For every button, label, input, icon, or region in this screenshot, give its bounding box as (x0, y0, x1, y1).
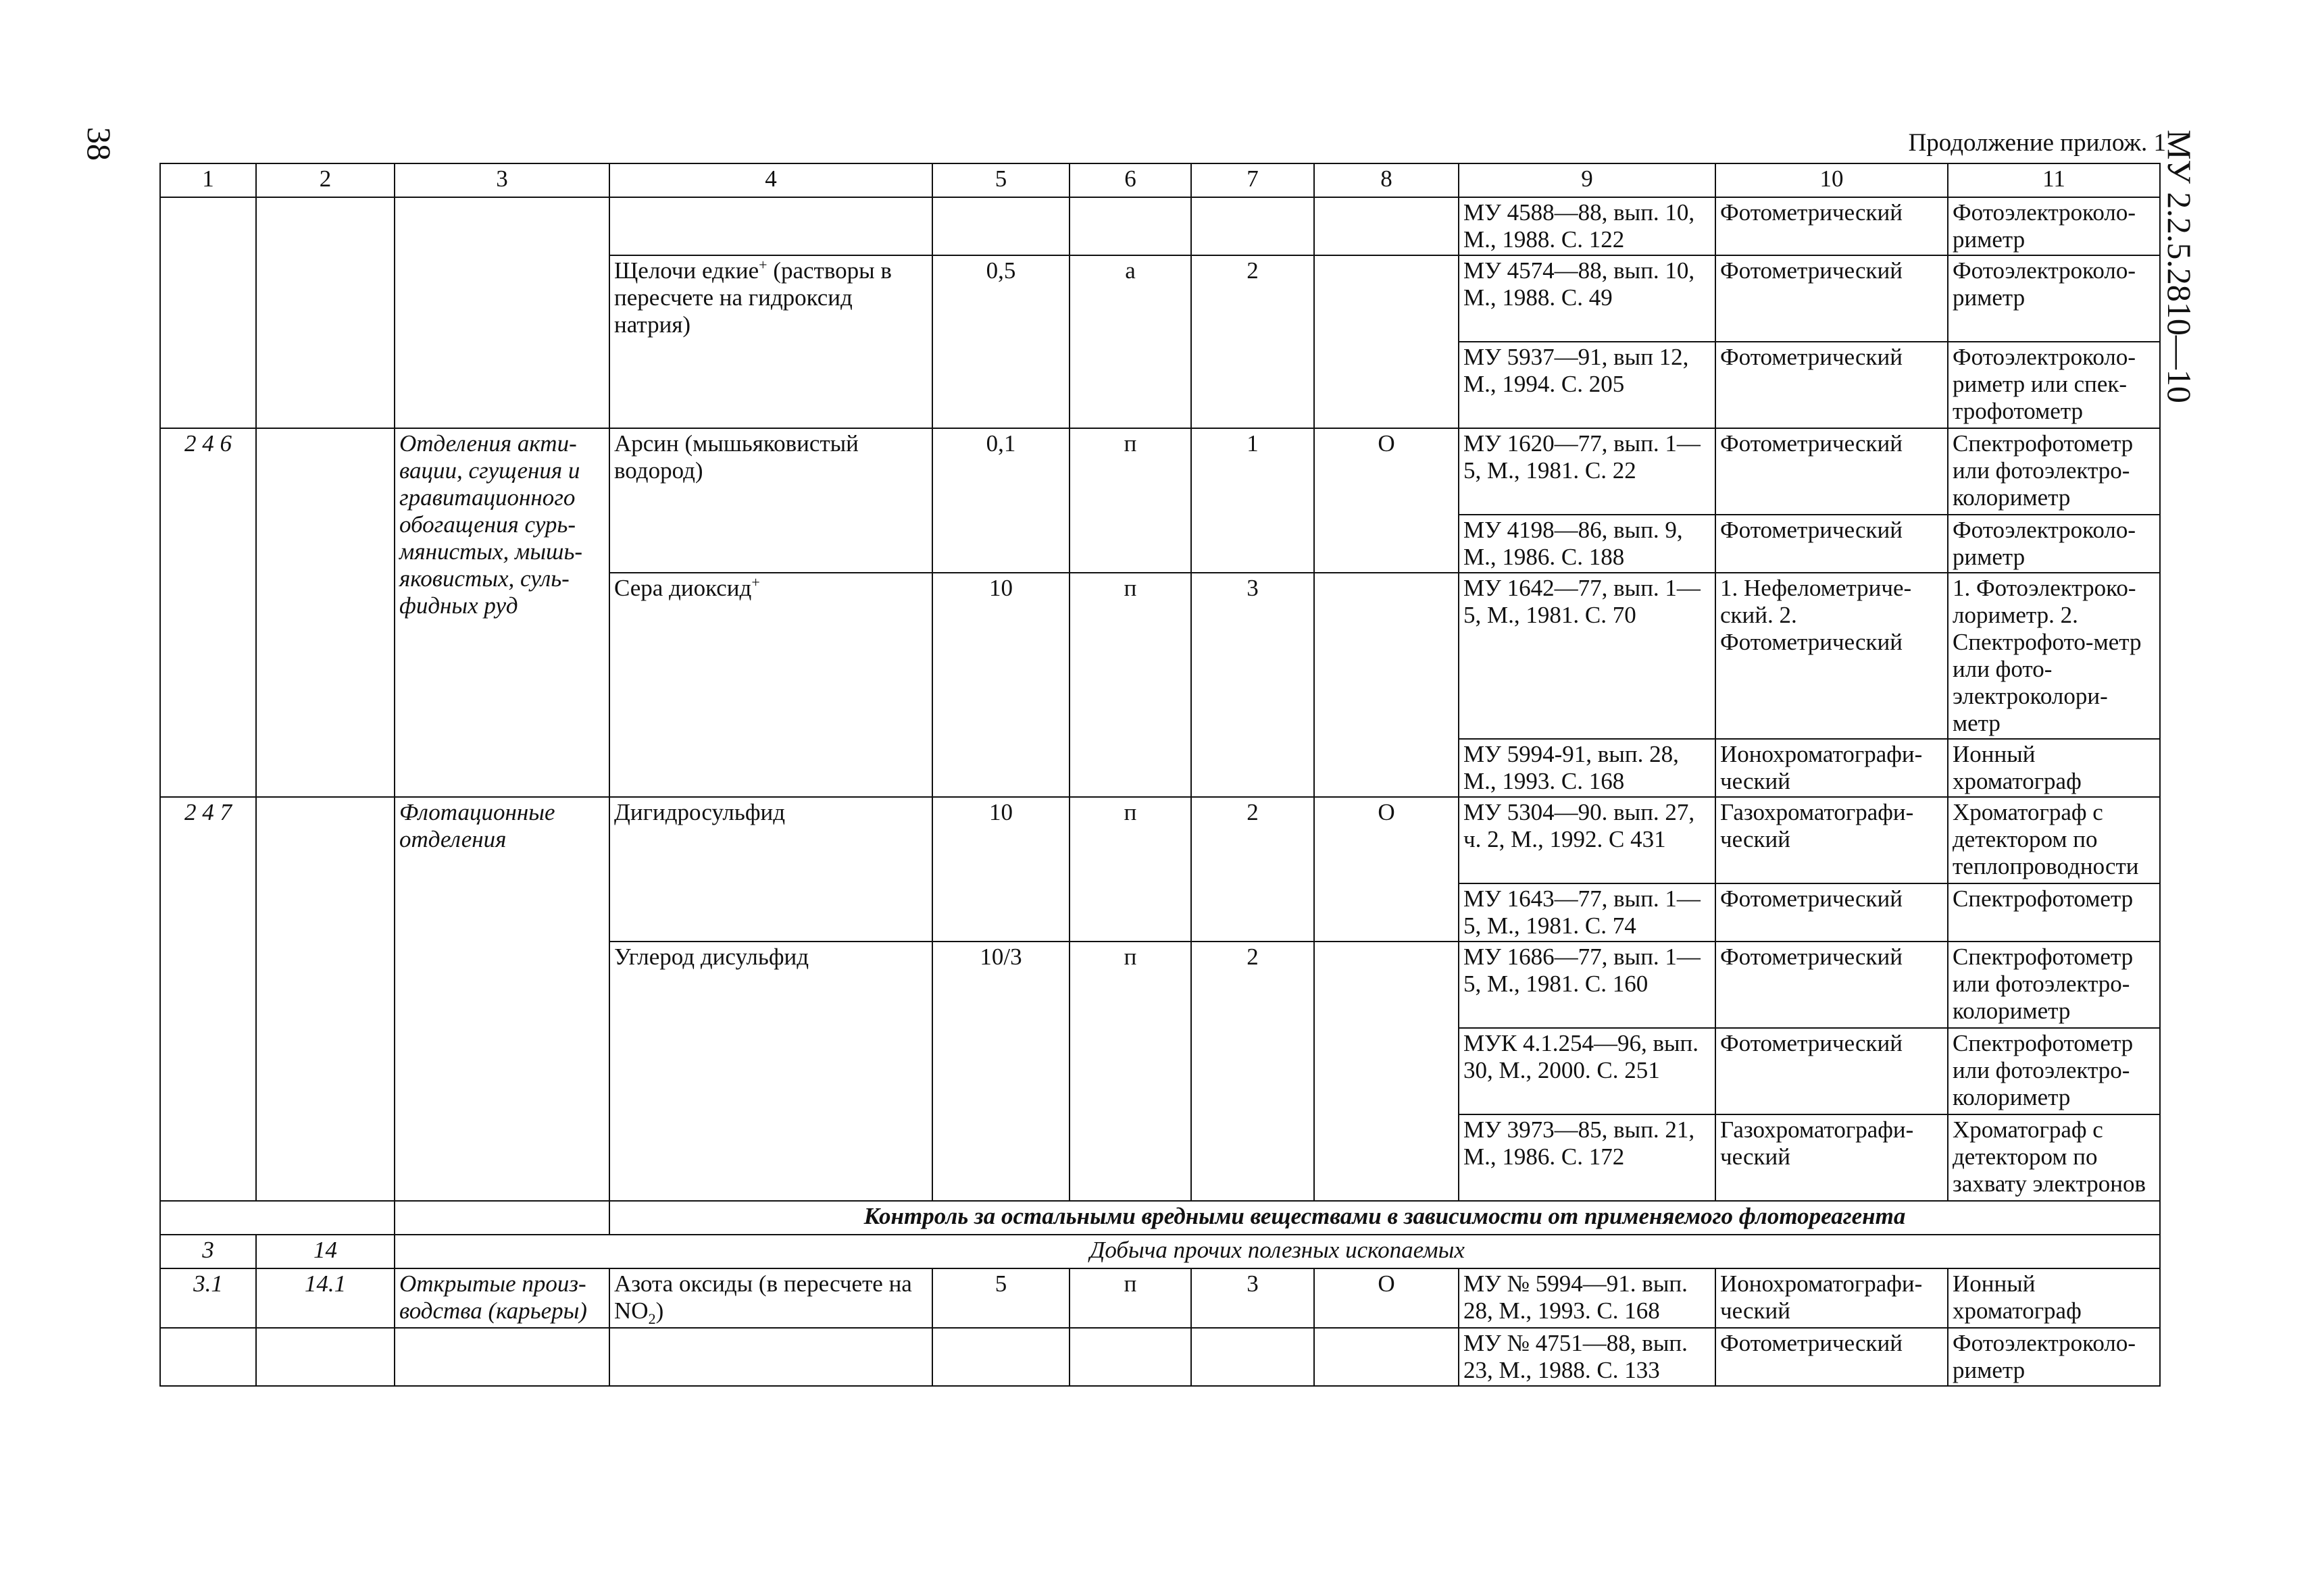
cell-value: 3 (1191, 573, 1314, 797)
cell-value (1314, 573, 1459, 797)
cell-method: Фотометрический (1715, 342, 1948, 428)
column-header: 9 (1459, 163, 1715, 197)
cell-instrument: Хроматограф с детектором по захвату электронов (1948, 1114, 2160, 1201)
cell-instrument: Спектрофотометр или фотоэлектро-колориметр (1948, 428, 2160, 515)
cell-value (1070, 1328, 1191, 1386)
cell-code2 (256, 797, 395, 1201)
cell-code (160, 197, 256, 428)
cell-value: 3 (1191, 1268, 1314, 1328)
cell-method: Фотометрический (1715, 942, 1948, 1028)
cell-method: Фотометрический (1715, 197, 1948, 255)
cell-value: 2 (1191, 942, 1314, 1201)
cell-code: 3 (160, 1235, 256, 1268)
cell-workshop (395, 1201, 609, 1235)
section-band: Добыча прочих полезных ископаемых (395, 1235, 2160, 1268)
cell-method-doc: МУ 1686—77, вып. 1—5, М., 1981. С. 160 (1459, 942, 1715, 1028)
cell-value: 10/3 (932, 942, 1070, 1201)
document-code: МУ 2.2.5.2810—10 (2161, 130, 2198, 403)
table-row (160, 197, 2160, 255)
cell-instrument: Фотоэлектроколо-риметр (1948, 197, 2160, 255)
cell-value: а (1070, 255, 1191, 428)
cell-method: Фотометрический (1715, 1028, 1948, 1114)
cell-method-doc: МУ 4198—86, вып. 9, М., 1986. С. 188 (1459, 515, 1715, 573)
cell-code (160, 1201, 395, 1235)
cell-value (1314, 255, 1459, 428)
cell-value: п (1070, 942, 1191, 1201)
column-header: 11 (1948, 163, 2160, 197)
section-band: Контроль за остальными вредными веществами в зависимости от применяемого флотореагента (609, 1201, 2160, 1235)
column-header: 1 (160, 163, 256, 197)
cell-workshop: Открытые произ-водства (карьеры) (395, 1268, 609, 1328)
cell-workshop (395, 197, 609, 428)
cell-substance: Сера диоксид+ (609, 573, 932, 797)
cell-method: Фотометрический (1715, 255, 1948, 342)
cell-value: 2 (1191, 255, 1314, 428)
cell-value: 0,1 (932, 428, 1070, 573)
cell-method: Фотометрический (1715, 428, 1948, 515)
cell-code: 2 4 7 (160, 797, 256, 1201)
cell-method: Ионохроматографи-ческий (1715, 739, 1948, 797)
page-number: 38 (80, 127, 118, 161)
cell-value: п (1070, 1268, 1191, 1328)
column-header: 8 (1314, 163, 1459, 197)
cell-value: 2 (1191, 797, 1314, 942)
column-header: 5 (932, 163, 1070, 197)
cell-code2 (256, 1328, 395, 1386)
cell-method-doc: МУ 4574—88, вып. 10, М., 1988. С. 49 (1459, 255, 1715, 342)
cell-instrument: Фотоэлектроколо-риметр или спек-трофотометр (1948, 342, 2160, 428)
header-row (160, 163, 2160, 197)
cell-method-doc: МУ 5994-91, вып. 28, М., 1993. С. 168 (1459, 739, 1715, 797)
cell-instrument: Фотоэлектроколо-риметр (1948, 1328, 2160, 1386)
cell-value: О (1314, 797, 1459, 942)
cell-value: О (1314, 1268, 1459, 1328)
cell-value (1191, 1328, 1314, 1386)
cell-value: 5 (932, 1268, 1070, 1328)
cell-value: О (1314, 428, 1459, 573)
cell-instrument: Фотоэлектроколо-риметр (1948, 255, 2160, 342)
cell-method-doc: МУ 1642—77, вып. 1—5, М., 1981. С. 70 (1459, 573, 1715, 739)
column-header: 6 (1070, 163, 1191, 197)
column-header: 10 (1715, 163, 1948, 197)
cell-code: 3.1 (160, 1268, 256, 1328)
column-header: 2 (256, 163, 395, 197)
cell-value: п (1070, 428, 1191, 573)
cell-substance: Щелочи едкие+ (растворы в пересчете на гидроксид натрия) (609, 255, 932, 428)
cell-method: Фотометрический (1715, 1328, 1948, 1386)
cell-value (1191, 197, 1314, 255)
cell-substance (609, 197, 932, 255)
cell-method-doc: МУ 4588—88, вып. 10, М., 1988. С. 122 (1459, 197, 1715, 255)
cell-value (1314, 197, 1459, 255)
table-row (160, 1201, 2160, 1235)
cell-instrument: Спектрофотометр (1948, 883, 2160, 942)
cell-method-doc: МУ 5304—90. вып. 27, ч. 2, М., 1992. С 431 (1459, 797, 1715, 883)
cell-workshop: Отделения акти-вации, сгущения и гравитационного обогащения сурь-мянистых, мышь-яковистых, суль-фидных руд (395, 428, 609, 797)
cell-method-doc: МУ № 5994—91. вып. 28, М., 1993. С. 168 (1459, 1268, 1715, 1328)
cell-instrument: Ионный хроматограф (1948, 1268, 2160, 1328)
cell-method: Фотометрический (1715, 883, 1948, 942)
cell-method-doc: МУ 3973—85, вып. 21, М., 1986. С. 172 (1459, 1114, 1715, 1201)
cell-value: 10 (932, 573, 1070, 797)
cell-value (932, 1328, 1070, 1386)
cell-code2 (256, 428, 395, 797)
cell-method-doc: МУ 1620—77, вып. 1—5, М., 1981. С. 22 (1459, 428, 1715, 515)
cell-instrument: Фотоэлектроколо-риметр (1948, 515, 2160, 573)
column-header: 3 (395, 163, 609, 197)
cell-value (932, 197, 1070, 255)
cell-method: Ионохроматографи-ческий (1715, 1268, 1948, 1328)
cell-method: Фотометрический (1715, 515, 1948, 573)
cell-value: 0,5 (932, 255, 1070, 428)
cell-value: 1 (1191, 428, 1314, 573)
column-header: 7 (1191, 163, 1314, 197)
cell-instrument: Спектрофотометр или фотоэлектро-колориметр (1948, 1028, 2160, 1114)
table-row (160, 797, 2160, 883)
cell-value (1070, 197, 1191, 255)
cell-code2: 14 (256, 1235, 395, 1268)
cell-substance: Арсин (мышьяковистый водород) (609, 428, 932, 573)
cell-substance: Углерод дисульфид (609, 942, 932, 1201)
table-row (160, 1235, 2160, 1268)
cell-instrument: 1. Фотоэлектроко-лориметр. 2. Спектрофото-метр или фото-электроколори-метр (1948, 573, 2160, 739)
cell-instrument: Хроматограф с детектором по теплопроводности (1948, 797, 2160, 883)
cell-substance: Дигидросульфид (609, 797, 932, 942)
cell-method-doc: МУ № 4751—88, вып. 23, М., 1988. С. 133 (1459, 1328, 1715, 1386)
cell-code2 (256, 197, 395, 428)
table-row (160, 1268, 2160, 1328)
cell-method-doc: МУ 1643—77, вып. 1—5, М., 1981. С. 74 (1459, 883, 1715, 942)
cell-method-doc: МУ 5937—91, вып 12, М., 1994. С. 205 (1459, 342, 1715, 428)
cell-method: 1. Нефелометриче-ский. 2. Фотометрический (1715, 573, 1948, 739)
cell-value: п (1070, 573, 1191, 797)
table-row (160, 1328, 2160, 1386)
cell-code: 2 4 6 (160, 428, 256, 797)
methods-table (159, 163, 2161, 1387)
cell-substance: Азота оксиды (в пересчете на $NO_2$) (609, 1268, 932, 1328)
cell-value (1314, 1328, 1459, 1386)
cell-code (160, 1328, 256, 1386)
column-header: 4 (609, 163, 932, 197)
cell-workshop: Флотационные отделения (395, 797, 609, 1201)
cell-code2: 14.1 (256, 1268, 395, 1328)
cell-instrument: Спектрофотометр или фотоэлектро-колориметр (1948, 942, 2160, 1028)
cell-workshop (395, 1328, 609, 1386)
cell-substance (609, 1328, 932, 1386)
cell-value: 10 (932, 797, 1070, 942)
cell-value: п (1070, 797, 1191, 942)
cell-value (1314, 942, 1459, 1201)
table-row (160, 428, 2160, 515)
cell-method: Газохроматографи-ческий (1715, 797, 1948, 883)
cell-instrument: Ионный хроматограф (1948, 739, 2160, 797)
continuation-label: Продолжение прилож. 1 (1908, 129, 2166, 157)
cell-method: Газохроматографи-ческий (1715, 1114, 1948, 1201)
cell-method-doc: МУК 4.1.254—96, вып. 30, М., 2000. С. 251 (1459, 1028, 1715, 1114)
